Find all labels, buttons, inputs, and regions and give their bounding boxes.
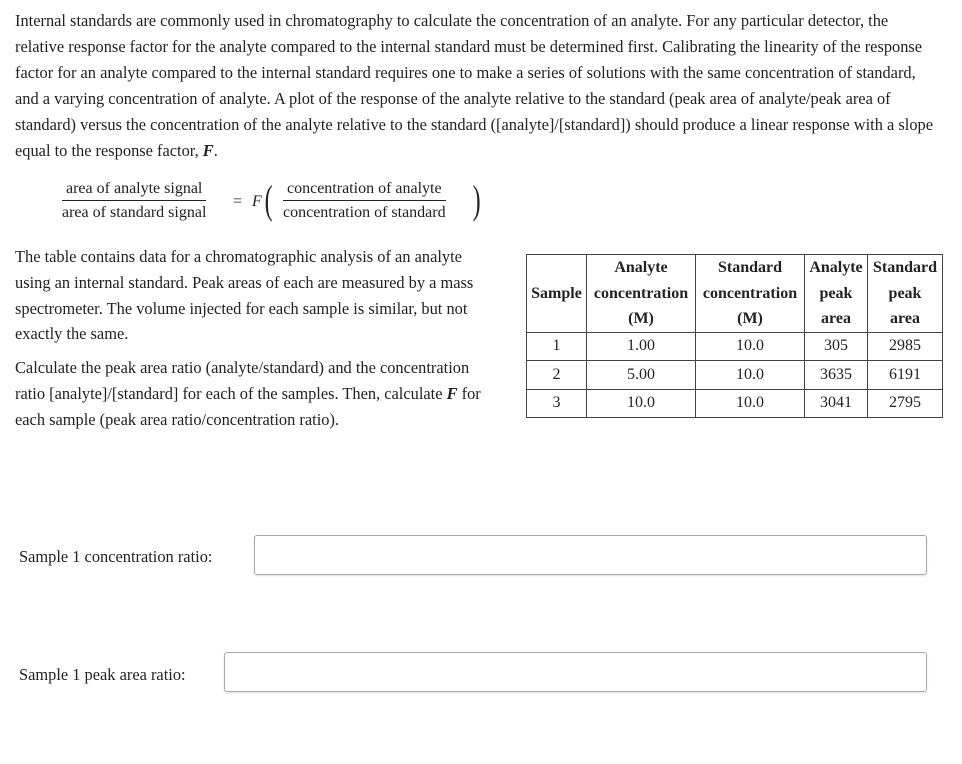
area-ratio-fraction bbox=[62, 180, 206, 222]
area-ratio-numerator: area of analyte signal bbox=[62, 180, 206, 201]
table-description: The table contains data for a chromatographic analysis of an analyte using an internal standard. Peak areas of each are measured by a mass spectrometer. The volume injected for each sample is similar, but not exactly the same. bbox=[15, 247, 474, 344]
concentration-ratio-numerator: concentration of analyte bbox=[283, 180, 446, 201]
sample1-peak-area-ratio-input[interactable] bbox=[224, 652, 927, 692]
header-analyte-concentration: Analyte concentration (M) bbox=[587, 255, 696, 333]
cell-analyte-peak-area: 3635 bbox=[805, 361, 868, 390]
header-standard-concentration: Standard concentration (M) bbox=[696, 255, 805, 333]
data-table bbox=[526, 254, 943, 418]
cell-standard-peak-area: 2985 bbox=[868, 332, 943, 361]
instructions-factor-symbol: F bbox=[446, 383, 458, 403]
table-header-row bbox=[527, 255, 943, 333]
cell-standard-concentration: 10.0 bbox=[696, 332, 805, 361]
concentration-ratio-denominator: concentration of standard bbox=[283, 204, 446, 221]
cell-analyte-peak-area: 305 bbox=[805, 332, 868, 361]
sample1-peak-area-ratio-label: Sample 1 peak area ratio: bbox=[19, 665, 186, 684]
cell-sample: 1 bbox=[527, 332, 587, 361]
cell-analyte-concentration: 1.00 bbox=[587, 332, 696, 361]
header-standard-peak-area: Standard peak area bbox=[868, 255, 943, 333]
concentration-ratio-fraction bbox=[283, 180, 446, 222]
table-row bbox=[527, 389, 943, 418]
sample1-concentration-ratio-input[interactable] bbox=[254, 535, 927, 575]
cell-analyte-peak-area: 3041 bbox=[805, 389, 868, 418]
instructions: Calculate the peak area ratio (analyte/standard) and the concentration ratio [analyte]/[standard] for each of the samples. Then, calculate F for each sample (peak area ratio/concentration ratio). bbox=[15, 358, 481, 429]
factor-symbol: F bbox=[202, 140, 214, 160]
equation-factor: F bbox=[252, 193, 262, 210]
cell-standard-concentration: 10.0 bbox=[696, 389, 805, 418]
cell-sample: 3 bbox=[527, 389, 587, 418]
table-row bbox=[527, 332, 943, 361]
cell-standard-peak-area: 6191 bbox=[868, 361, 943, 390]
cell-analyte-concentration: 10.0 bbox=[587, 389, 696, 418]
cell-standard-concentration: 10.0 bbox=[696, 361, 805, 390]
cell-analyte-concentration: 5.00 bbox=[587, 361, 696, 390]
table-row bbox=[527, 361, 943, 390]
sample1-concentration-ratio-label: Sample 1 concentration ratio: bbox=[19, 547, 213, 566]
intro-text: Internal standards are commonly used in chromatography to calculate the concentration of an analyte. For any particular detector, the relative response factor for the analyte compared to the internal standard must be determined first. Calibrating the linearity of the response factor for an analyte compared to the internal standard requires one to make a series of solutions with the same concentration of standard, and a varying concentration of analyte. A plot of the response of the analyte relative to the standard (peak area of analyte/peak area of standard) versus the concentration of the analyte relative to the standard ([analyte]/[standard]) should produce a linear response with a slope equal to the response factor, bbox=[15, 11, 933, 160]
header-analyte-peak-area: Analyte peak area bbox=[805, 255, 868, 333]
cell-standard-peak-area: 2795 bbox=[868, 389, 943, 418]
equals-sign: = bbox=[233, 193, 243, 210]
header-sample: Sample bbox=[527, 255, 587, 333]
open-paren: ( bbox=[264, 177, 273, 222]
close-paren: ) bbox=[472, 177, 481, 222]
cell-sample: 2 bbox=[527, 361, 587, 390]
area-ratio-denominator: area of standard signal bbox=[62, 204, 207, 221]
intro-paragraph: Internal standards are commonly used in chromatography to calculate the concentration of an analyte. For any particular detector, the relative response factor for the analyte compared to the internal standard must be determined first. Calibrating the linearity of the response factor for an analyte compared to the internal standard requires one to make a series of solutions with the same concentration of standard, and a varying concentration of analyte. A plot of the response of the analyte relative to the standard (peak area of analyte/peak area of standard) versus the concentration of the analyte relative to the standard ([analyte]/[standard]) should produce a linear response with a slope equal to the response factor, F. bbox=[15, 11, 933, 160]
